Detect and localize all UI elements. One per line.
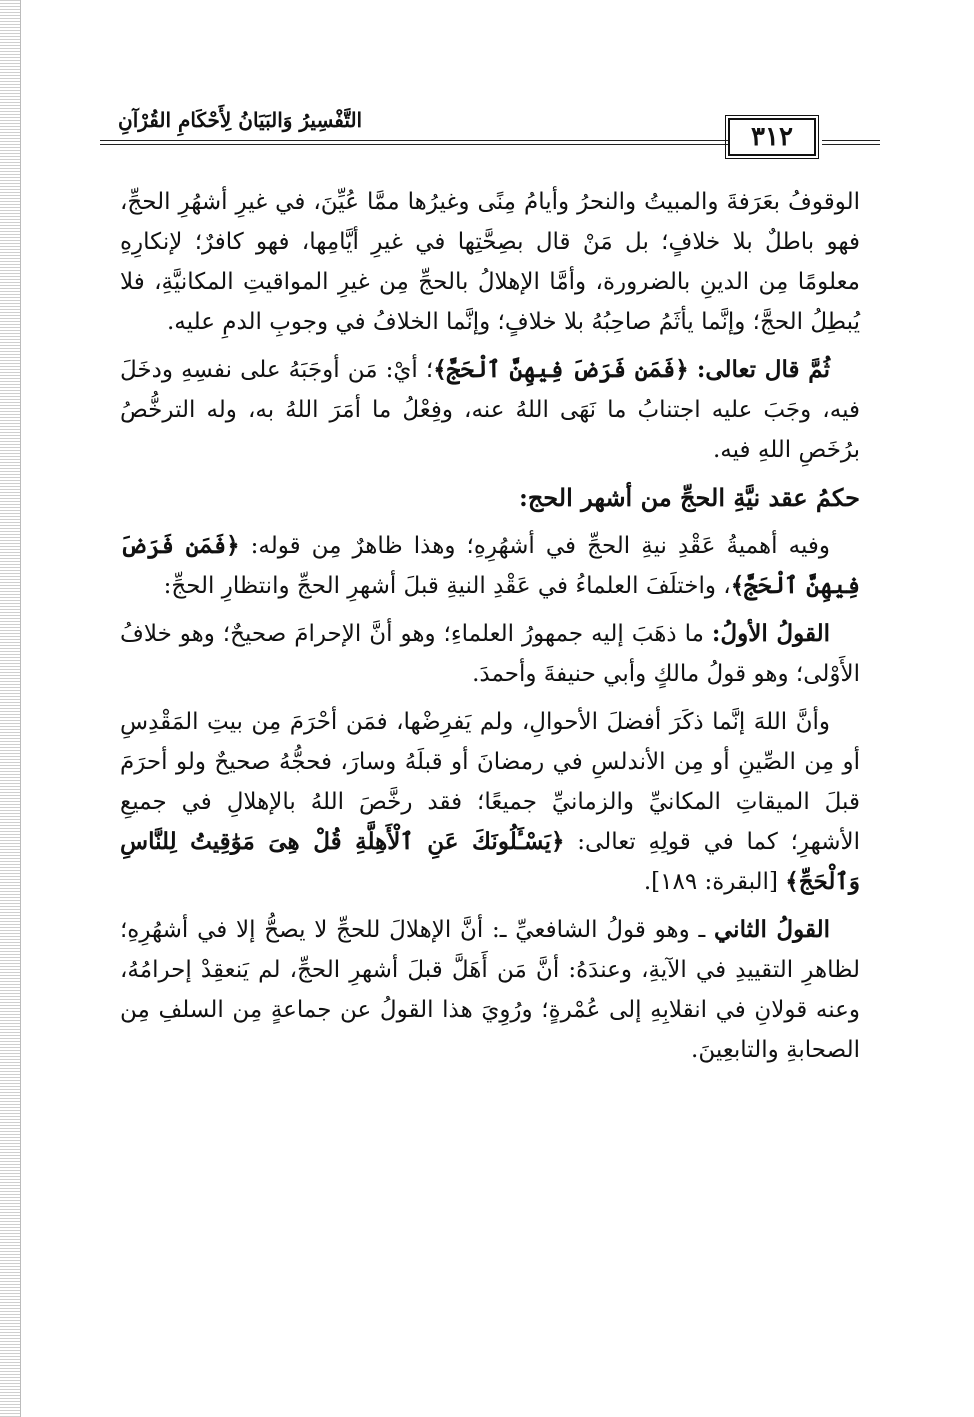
paragraph-1: الوقوفُ بعَرَفةَ والمبيتُ والنحرُ وأيامُ مِنًى وغيرُها ممَّا عُيِّنَ، في غيرِ أشهُرِ الحجِّ، فهو باطلٌ بلا خلافٍ؛ بل مَنْ قال بصِحَّتِها في غيرِ أيَّامِها، فهو كافرٌ؛ لإنكارِهِ معلومًا مِن الدينِ بالضرورة، وأمَّا الإهلالُ بالحجِّ مِن غيرِ المواقيتِ المكانيَّةِ، فلا يُبطِلُ الحجَّ؛ وإنَّما يأثَمُ صاحِبُهُ بلا خلافٍ؛ وإنَّما الخلافُ في وجوبِ الدمِ عليه. [120, 189, 860, 335]
paragraph-5-text: وأنَّ اللهَ إنَّما ذكَرَ أفضلَ الأحوالِ، ولم يَفرِضْها، فمَن أحْرَمَ مِن بيتِ المَقْدِسِ أو مِن الصِّينِ أو مِن الأندلسِ في رمضانَ أو قبلَهُ وسارَ، فحجُّهُ صحيحٌ ولو أحرَمَ قبلَ الميقاتِ المكانيِّ والزمانيِّ جميعًا؛ فقد رخَّصَ اللهُ بالإهلالِ في جميعِ الأشهرِ؛ كما في قولِهِ تعالى: [120, 709, 861, 855]
paragraph-2-lead: ثُمَّ قال تعالى: [696, 356, 831, 383]
quran-verse: ﴿فَمَن فَرَضَ فِيهِنَّ ٱلْحَجَّ﴾ [433, 356, 689, 383]
verse-reference: [البقرة: ١٨٩]. [643, 869, 778, 895]
header-rule-top [100, 140, 728, 141]
paragraph-2-text: ؛ أيْ: مَن أوجَبَهُ على نفسِهِ ودخَلَ فيه، وجَبَ عليه اجتنابُ ما نَهَى اللهُ عنه، وفِعْلُ ما أمَرَ اللهُ به، وله الترخُّصُ برُخَصِ اللهِ فيه. [120, 357, 860, 463]
paragraph-4-text: ما ذهَبَ إليه جمهورُ العلماءِ؛ وهو أنَّ الإحرامَ صحيحٌ؛ وهو خلافُ الأَوْلى؛ وهو قولُ مالكٍ وأبي حنيفةَ وأحمدَ. [120, 621, 860, 687]
paragraph-3-text-a: وفيه أهميةُ عَقْدِ نيةِ الحجِّ في أشهُرِهِ؛ وهذا ظاهرٌ مِن قوله: [250, 533, 830, 559]
paragraph-6-text: ـ وهو قولُ الشافعيِّ ـ: أنَّ الإهلالَ للحجِّ لا يصحُّ إلا في أشهُرِهِ؛ لظاهرِ التقييدِ في الآيةِ، وعندَهُ: أنَّ مَن أَهَلَّ قبلَ أشهرِ الحجِّ، لم يَنعقِدْ إحرامُهُ، وعنه قولانِ في انقلابِهِ إلى عُمْرةٍ؛ ورُوِيَ هذا القولُ عن جماعةٍ مِن السلفِ مِن الصحابةِ والتابعِينَ. [120, 917, 860, 1063]
paragraph-4 [120, 614, 860, 694]
paragraph-5 [120, 702, 860, 902]
paragraph-2 [120, 350, 860, 470]
binding-edge [0, 0, 21, 1417]
page-number: ٣١٢ [728, 118, 816, 156]
first-opinion-label: القولُ الأولُ: [711, 620, 830, 647]
paragraph-6 [120, 910, 860, 1070]
book-title: التَّفْسِيرُ وَالبَيَانُ لِأَحْكَامِ القُرْآنِ [118, 108, 363, 132]
header-rule-bottom [100, 144, 728, 145]
paragraph-3 [120, 526, 860, 606]
paragraph-3-text-b: ، واختلَفَ العلماءُ في عَقْدِ النيةِ قبلَ أشهرِ الحجِّ وانتظارِ الحجِّ: [163, 573, 731, 599]
page-header [100, 104, 880, 156]
header-rule-right-top [822, 140, 880, 141]
section-heading: حكمُ عقد نيَّةِ الحجِّ من أشهر الحج: [518, 483, 860, 512]
quran-verse: ﴿يَسْـَٔلُونَكَ عَنِ ٱلْأَهِلَّةِ قُلْ هِىَ مَوَٰقِيتُ لِلنَّاسِ وَٱلْحَجِّ﴾ [120, 828, 860, 895]
quran-verse: ﴿فَمَن فَرَضَ فِيهِنَّ ٱلْحَجَّ﴾ [120, 532, 860, 599]
second-opinion-label: القولُ الثاني [714, 916, 831, 943]
header-rule-right-bottom [822, 144, 880, 145]
page-body [120, 182, 860, 1078]
